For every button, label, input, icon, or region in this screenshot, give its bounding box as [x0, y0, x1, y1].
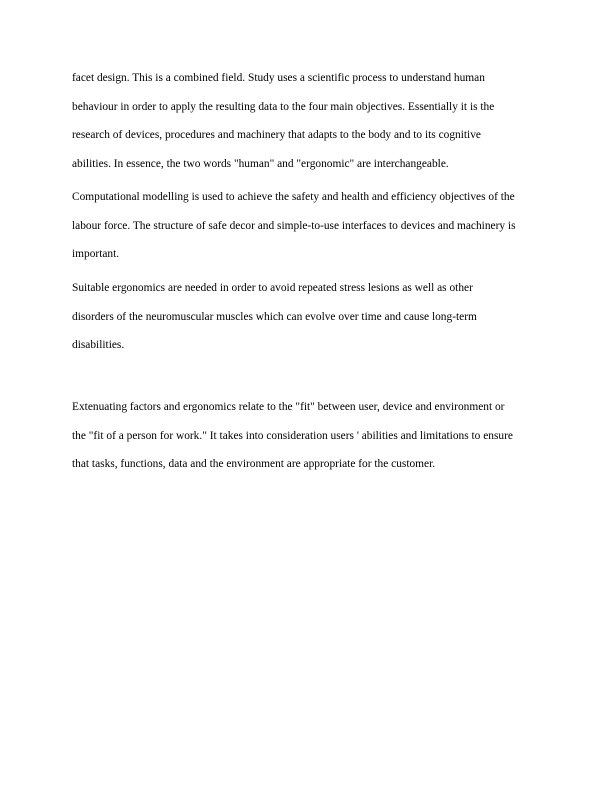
text-line: facet design. This is a combined field. Study uses a scientific process to understand human: [72, 72, 485, 84]
text-line: Extenuating factors and ergonomics relate to the "fit" between user, device and environment or: [72, 401, 505, 413]
text-line: the "fit of a person for work." It takes into consideration users ' abilities and limitations to ensure: [72, 429, 513, 442]
text-line: that tasks, functions, data and the environment are appropriate for the customer.: [72, 458, 436, 470]
text-line: abilities. In essence, the two words "human" and "ergonomic" are interchangeable.: [72, 157, 449, 170]
text-line: behaviour in order to apply the resulting data to the four main objectives. Essentially it is the: [72, 100, 495, 113]
text-line: Computational modelling is used to achieve the safety and health and efficiency objectives of the: [72, 191, 515, 203]
text-line: research of devices, procedures and machinery that adapts to the body and to its cognitive: [72, 129, 481, 141]
paragraph-computational-modelling: [72, 183, 542, 269]
text-line: Suitable ergonomics are needed in order to avoid repeated stress lesions as well as other: [72, 282, 473, 294]
text-line: important.: [72, 248, 120, 260]
text-line: disorders of the neuromuscular muscles which can evolve over time and cause long-term: [72, 310, 477, 323]
paragraph-human-factors-definition: [72, 64, 542, 178]
text-line: labour force. The structure of safe decor and simple-to-use interfaces to devices and machinery is: [72, 219, 516, 232]
text-line: disabilities.: [72, 339, 125, 351]
paragraph-suitable-ergonomics: [72, 274, 542, 360]
paragraph-extenuating-factors: [72, 393, 542, 479]
